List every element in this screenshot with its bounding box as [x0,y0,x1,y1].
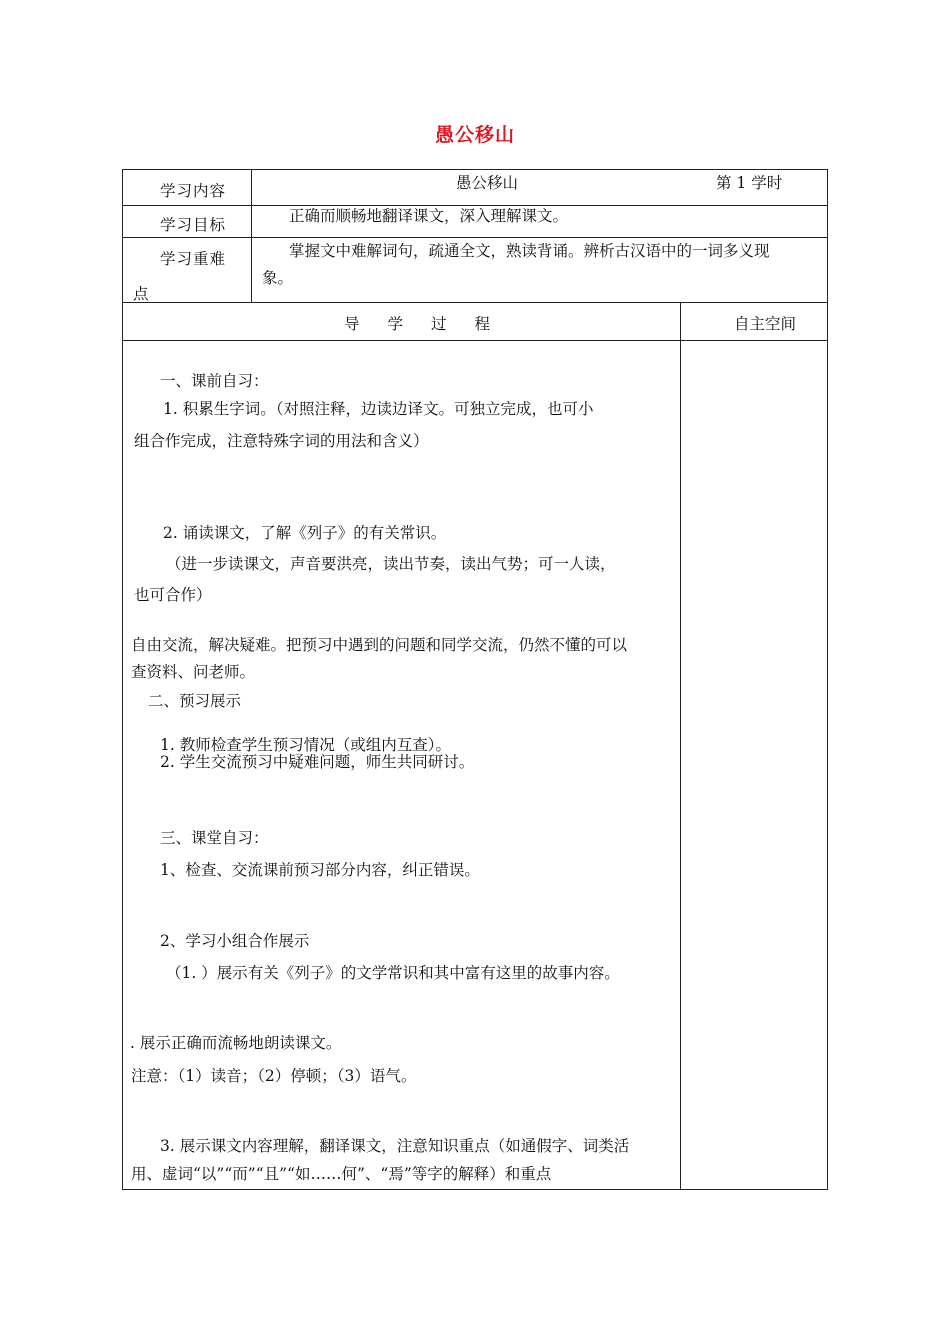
key-points-value-cont: 象。 [262,269,294,287]
s3-item3-line1: 3. 展示课文内容理解，翻译课文，注意知识重点（如通假字、词类活 [160,1137,630,1155]
key-points-label: 学习重难 [160,250,227,268]
space-column-divider [680,302,681,1190]
read-aloud-line: . 展示正确而流畅地朗读课文。 [130,1034,342,1052]
section-1-title: 一、课前自习： [160,372,269,390]
label-column-divider [251,169,252,303]
page-title: 愚公移山 [434,124,515,146]
row-divider [122,302,828,303]
content-label: 学习内容 [160,182,227,200]
section-2-title: 二、预习展示 [148,692,242,710]
table-border-top [122,169,828,170]
s2-item1: 1. 教师检查学生预习情况（或组内互查）。 [160,736,451,754]
section-3-title: 三、课堂自习： [160,829,269,847]
table-border-right [827,169,828,1190]
table-border-bottom [122,1189,828,1190]
attention-note: 注意：（1）读音；（2）停顿；（3）语气。 [131,1067,417,1085]
s1-item1-line2: 组合作完成，注意特殊字词的用法和含义） [134,432,429,450]
process-header: 导学过程 [344,315,519,333]
s1-item1-line1: 1. 积累生字词。（对照注释，边读边译文。可独立完成，也可小 [163,400,594,418]
s1-item2-note-line1: （进一步读课文，声音要洪亮，读出节奏，读出气势；可一人读， [166,555,616,573]
goal-value: 正确而顺畅地翻译课文，深入理解课文。 [289,207,569,225]
free-exchange-line2: 查资料、问老师。 [131,663,256,681]
s3-item2-sub1: （1. ）展示有关《列子》的文学常识和其中富有这里的故事内容。 [166,964,620,982]
table-border-left [122,169,123,1190]
goal-label: 学习目标 [160,216,227,234]
period-label: 第 1 学时 [716,174,783,192]
s1-item2: 2. 诵读课文，了解《列子》的有关常识。 [163,524,447,542]
self-space-header: 自主空间 [734,315,797,333]
free-exchange-line1: 自由交流，解决疑难。把预习中遇到的问题和同学交流，仍然不懂的可以 [131,636,628,654]
key-points-value: 掌握文中难解词句，疏通全文，熟读背诵。辨析古汉语中的一词多义现 [289,242,770,260]
s3-item2: 2、学习小组合作展示 [160,932,310,950]
key-points-label-cont: 点 [133,285,149,303]
s3-item1: 1、检查、交流课前预习部分内容，纠正错误。 [160,861,480,879]
content-value: 愚公移山 [456,174,519,192]
s2-item2: 2. 学生交流预习中疑难问题，师生共同研讨。 [160,753,475,771]
row-divider [122,340,828,341]
s1-item2-note-line2: 也可合作） [134,586,212,604]
s3-item3-line2: 用、虚词“以”“而”“且”“如……何”、“焉”等字的解释）和重点 [131,1165,552,1183]
row-divider [122,237,828,238]
